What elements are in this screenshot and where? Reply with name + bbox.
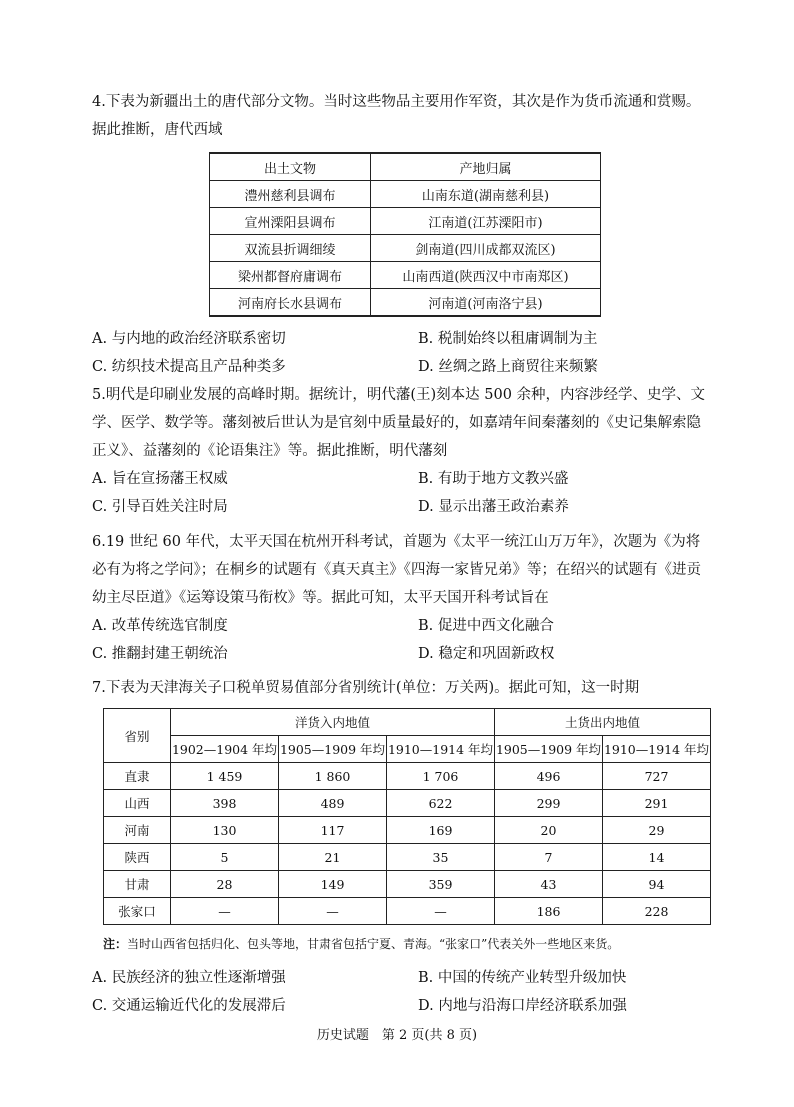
question-4-stem: 4.下表为新疆出土的唐代部分文物。当时这些物品主要用作军资，其次是作为货币流通和赏赐。据此推断，唐代西域 (92, 94, 701, 138)
table-cell: 169 (387, 817, 495, 844)
table-cell: 河南府长水县调布 (210, 289, 371, 317)
table-cell: 94 (603, 871, 711, 898)
table-group-header: 土货出内地值 (495, 709, 711, 736)
table-cell: 727 (603, 763, 711, 790)
table-header: 1902—1904 年均 (171, 736, 279, 763)
table-cell: 剑南道(四川成都双流区) (371, 235, 601, 262)
table-cell: 1 459 (171, 763, 279, 790)
option-d[interactable]: D. 稳定和巩固新政权 (418, 646, 555, 662)
table-row (104, 871, 711, 898)
option-c[interactable]: C. 纺织技术提高且产品种类多 (92, 359, 286, 375)
table-cell: 直隶 (104, 763, 171, 790)
table-cell: 20 (495, 817, 603, 844)
question-4-options (92, 325, 712, 381)
table-header-row (210, 153, 601, 181)
table-cell: 299 (495, 790, 603, 817)
table-cell: 21 (279, 844, 387, 871)
option-d[interactable]: D. 内地与沿海口岸经济联系加强 (418, 998, 627, 1014)
q4-artifact-table (209, 152, 601, 317)
table-cell: 29 (603, 817, 711, 844)
table-cell: 河南 (104, 817, 171, 844)
option-c[interactable]: C. 引导百姓关注时局 (92, 499, 228, 515)
q7-trade-table (103, 708, 711, 925)
table-cell: 江南道(江苏溧阳市) (371, 208, 601, 235)
table-cell: 澧州慈利县调布 (210, 181, 371, 208)
table-cell: — (387, 898, 495, 925)
table-row (210, 181, 601, 208)
table-row (104, 817, 711, 844)
table-cell: 山西 (104, 790, 171, 817)
table-row (210, 262, 601, 289)
table-cell: 张家口 (104, 898, 171, 925)
table-group-header: 洋货入内地值 (171, 709, 495, 736)
table-cell: 28 (171, 871, 279, 898)
table-cell: 228 (603, 898, 711, 925)
table-cell: 496 (495, 763, 603, 790)
table-cell: 宣州溧阳县调布 (210, 208, 371, 235)
table-row (210, 289, 601, 317)
table-cell: 5 (171, 844, 279, 871)
option-d[interactable]: D. 显示出藩王政治素养 (418, 499, 569, 515)
table-cell: 甘肃 (104, 871, 171, 898)
option-b[interactable]: B. 中国的传统产业转型升级加快 (418, 970, 627, 986)
table-cell: 149 (279, 871, 387, 898)
table-cell: 山南东道(湖南慈利县) (371, 181, 601, 208)
option-a[interactable]: A. 改革传统选官制度 (92, 618, 228, 634)
option-a[interactable]: A. 与内地的政治经济联系密切 (92, 331, 286, 347)
table-cell: 489 (279, 790, 387, 817)
table-cell: 河南道(河南洛宁县) (371, 289, 601, 317)
table-cell: 双流县折调细绫 (210, 235, 371, 262)
option-c[interactable]: C. 交通运输近代化的发展滞后 (92, 998, 286, 1014)
table-cell: 35 (387, 844, 495, 871)
question-4 (92, 88, 712, 144)
table-cell: 山南西道(陕西汉中市南郑区) (371, 262, 601, 289)
table-cell: 陕西 (104, 844, 171, 871)
question-6 (92, 528, 712, 668)
question-5-stem: 5.明代是印刷业发展的高峰时期。据统计，明代藩(王)刻本达 500 余种，内容涉经学、史学、文学、医学、数学等。藩刻被后世认为是官刻中质量最好的，如嘉靖年间秦藩刻的《史记集解索隐正义》、益藩刻的《论语集注》等。据此推断，明代藩刻 (92, 387, 706, 459)
option-a[interactable]: A. 民族经济的独立性逐渐增强 (92, 970, 286, 986)
table-row (104, 790, 711, 817)
option-a[interactable]: A. 旨在宣扬藩王权威 (92, 471, 228, 487)
option-b[interactable]: B. 税制始终以租庸调制为主 (418, 331, 598, 347)
table-cell: 117 (279, 817, 387, 844)
table-header: 1905—1909 年均 (495, 736, 603, 763)
table-cell: 186 (495, 898, 603, 925)
q7-table-note (103, 935, 619, 952)
option-c[interactable]: C. 推翻封建王朝统治 (92, 646, 228, 662)
question-7-stem: 7.下表为天津海关子口税单贸易值部分省别统计(单位：万关两)。据此可知，这一时期 (92, 680, 640, 696)
table-cell: 130 (171, 817, 279, 844)
table-header: 1910—1914 年均 (387, 736, 495, 763)
table-header: 1905—1909 年均 (279, 736, 387, 763)
table-cell: 398 (171, 790, 279, 817)
table-header: 1910—1914 年均 (603, 736, 711, 763)
question-6-stem: 6.19 世纪 60 年代，太平天国在杭州开科考试，首题为《太平一统江山万万年》，次题为《为将必有为将之学问》；在桐乡的试题有《真天真主》《四海一家皆兄弟》等；在绍兴的试题有《进贡幼主尽臣道》《运筹设策马衔枚》等。据此可知，太平天国开科考试旨在 (92, 534, 701, 606)
table-header: 产地归属 (371, 153, 601, 181)
note-label: 注： (103, 937, 128, 951)
table-row (104, 763, 711, 790)
table-cell: 359 (387, 871, 495, 898)
table-cell: 43 (495, 871, 603, 898)
question-5 (92, 381, 712, 521)
table-cell: 14 (603, 844, 711, 871)
page-footer: 历史试题 第 2 页(共 8 页) (316, 1028, 478, 1043)
table-cell: 1 860 (279, 763, 387, 790)
option-d[interactable]: D. 丝绸之路上商贸往来频繁 (418, 359, 598, 375)
note-text: 当时山西省包括归化、包头等地，甘肃省包括宁夏、青海。“张家口”代表关外一些地区来货。 (127, 937, 620, 951)
question-7-options (92, 964, 712, 1020)
question-7 (92, 674, 712, 702)
table-cell: — (171, 898, 279, 925)
table-header: 出土文物 (210, 153, 371, 181)
table-cell: 梁州都督府庸调布 (210, 262, 371, 289)
table-cell: 291 (603, 790, 711, 817)
table-subheader-row (104, 736, 711, 763)
table-header-row (104, 709, 711, 736)
table-cell: 1 706 (387, 763, 495, 790)
table-row (104, 898, 711, 925)
option-b[interactable]: B. 有助于地方文教兴盛 (418, 471, 569, 487)
table-row (210, 235, 601, 262)
table-row (210, 208, 601, 235)
table-header: 省别 (104, 709, 171, 763)
table-cell: 7 (495, 844, 603, 871)
option-b[interactable]: B. 促进中西文化融合 (418, 618, 554, 634)
table-cell: 622 (387, 790, 495, 817)
table-row (104, 844, 711, 871)
table-cell: — (279, 898, 387, 925)
